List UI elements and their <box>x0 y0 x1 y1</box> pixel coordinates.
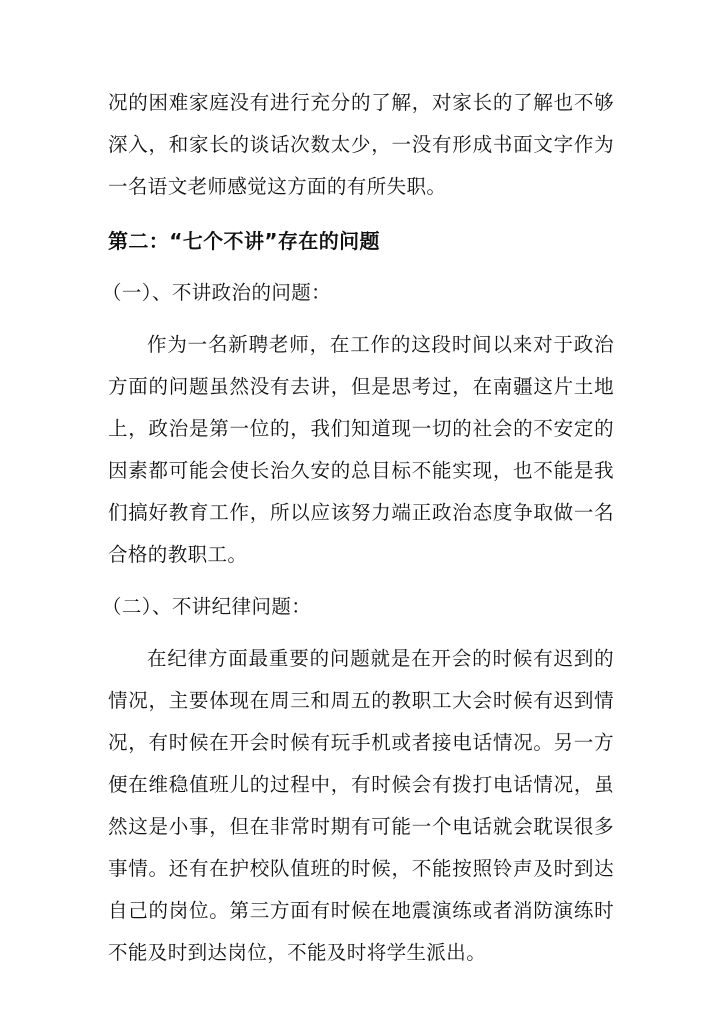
subheading-politics: （一）、不讲政治的问题： <box>102 281 332 304</box>
document-body <box>102 82 614 974</box>
paragraph-discipline: 在纪律方面最重要的问题就是在开会的时候有迟到的情况，主要体现在周三和周五的教职工大会时候有迟到情况，有时候在开会时候有玩手机或者接电话情况。另一方便在维稳值班儿的过程中，有时候会有拨打电话情况，虽然这是小事，但在非常时期有可能一个电话就会耽误很多事情。还有在护校队值班的时候，不能按照铃声及时到达自己的岗位。第三方面有时候在地震演练或者消防演练时不能及时到达岗位，不能及时将学生派出。 <box>108 647 614 964</box>
paragraph-politics: 作为一名新聘老师，在工作的这段时间以来对于政治方面的问题虽然没有去讲，但是思考过，在南疆这片土地上，政治是第一位的，我们知道现一切的社会的不安定的因素都可能会使长治久安的总目标不能实现，也不能是我们搞好教育工作，所以应该努力端正政治态度争取做一名合格的教职工。 <box>108 333 614 566</box>
subheading-discipline: （二）、不讲纪律问题： <box>102 595 312 618</box>
paragraph-continuation: 况的困难家庭没有进行充分的了解，对家长的了解也不够深入，和家长的谈话次数太少，一没有形成书面文字作为一名语文老师感觉这方面的有所失职。 <box>108 91 614 198</box>
section-heading: 第二：“七个不讲”存在的问题 <box>108 229 380 253</box>
